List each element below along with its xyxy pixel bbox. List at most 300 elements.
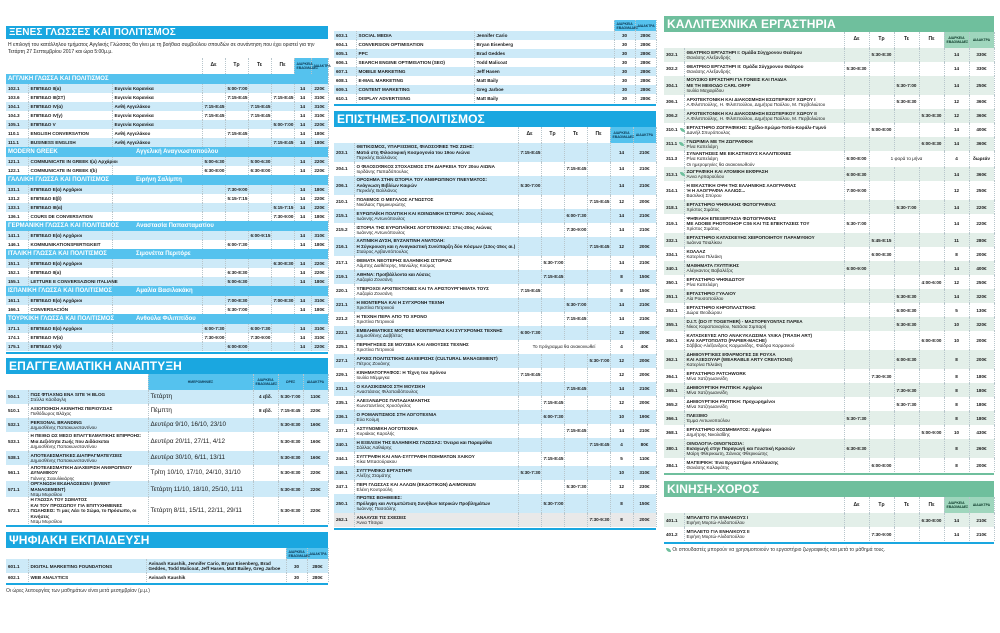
course-row[interactable]	[6, 481, 328, 497]
time-thu	[919, 214, 944, 233]
course-row[interactable]	[6, 111, 328, 120]
course-code: 166.1	[6, 305, 28, 314]
course-row[interactable]	[664, 369, 994, 383]
course-row[interactable]	[334, 162, 656, 176]
course-row[interactable]	[334, 143, 656, 162]
time-wed: 7:15-8:45	[564, 382, 587, 396]
course-row[interactable]	[334, 312, 656, 326]
course-fee: 260€	[969, 439, 994, 458]
course-title-cell	[684, 247, 844, 261]
course-row[interactable]	[334, 31, 656, 40]
course-row[interactable]	[334, 438, 656, 452]
course-title: ΕΠΙΠΕΔΟ ΙΙ(α)	[28, 84, 112, 93]
course-weeks	[253, 418, 278, 432]
course-code: 602.1	[6, 573, 28, 582]
time-wed	[894, 62, 919, 76]
time-mon	[518, 256, 541, 270]
col-fee: ΔΙΔΑΚΤΡΑ	[969, 32, 994, 48]
time-mon	[844, 233, 869, 247]
course-row[interactable]	[334, 466, 656, 480]
course-fee: 280€	[635, 31, 656, 40]
course-teacher: Δημήτρης Νικολαΐδης	[686, 432, 731, 438]
time-wed: 5:30-7:00	[894, 76, 919, 95]
time-tue	[541, 368, 564, 382]
course-teacher: Α.Φιλιππούλης, Η. Φιλιππούλου, Δημήτρα Παύλου, Μ. Περβολιώτου	[686, 116, 826, 121]
time-thu	[271, 342, 294, 351]
time-mon	[844, 109, 869, 123]
column-left	[6, 0, 331, 595]
column-right	[664, 0, 994, 553]
course-row[interactable]	[6, 194, 328, 203]
course-title-cell	[28, 465, 148, 481]
time-wed: 7:15-8:45	[248, 102, 271, 111]
course-teacher: Jeff Hasen	[474, 67, 614, 76]
course-title: PERSONAL BRANDING	[30, 419, 82, 425]
course-row[interactable]	[334, 237, 656, 256]
course-row[interactable]	[6, 390, 328, 404]
time-thu	[271, 333, 294, 342]
course-weeks: 30	[614, 94, 635, 103]
schedule-note: 1 φορά το μήνα	[869, 151, 944, 167]
course-row[interactable]	[6, 573, 328, 582]
time-wed	[894, 369, 919, 383]
time-tue: 6:00-7:30	[225, 240, 248, 249]
course-row[interactable]	[6, 93, 328, 102]
time-mon	[844, 137, 869, 151]
course-title: ΑΣΤΥΝΟΜΙΚΗ ΛΟΓΟΤΕΧΝΙΑ	[356, 425, 418, 431]
course-code-cell	[664, 350, 684, 369]
course-weeks: 8	[610, 270, 633, 284]
course-row[interactable]	[6, 231, 328, 240]
course-weeks: 10	[944, 317, 969, 331]
course-row[interactable]	[6, 240, 328, 249]
time-wed	[564, 195, 587, 209]
course-fee: δωρεάν	[969, 151, 994, 167]
course-fee: 210€	[969, 513, 994, 527]
course-row[interactable]	[6, 404, 328, 418]
course-fee: 220€	[311, 268, 328, 277]
course-row[interactable]	[664, 425, 994, 439]
course-teacher: Πυθόδωρος Βλάχος	[30, 411, 72, 416]
course-row[interactable]	[334, 368, 656, 382]
course-weeks: 14	[610, 143, 633, 162]
course-title: ΚΑΤΑΣΚΕΥΕΣ ΑΠΟ ΑΝΑΚΥΚΛΩΣΙΜΑ ΥΛΙΚΑ (TRASH ART)	[686, 332, 813, 338]
course-row[interactable]	[334, 270, 656, 284]
course-title: ΖΩΓΡΑΦΙΚΗ ΚΑΙ ΑΤΟΜΙΚΗ ΕΚΦΡΑΣΗ	[686, 168, 768, 174]
course-row[interactable]	[6, 120, 328, 129]
course-title-cell	[354, 256, 518, 270]
course-row[interactable]	[334, 513, 656, 527]
course-weeks: 12	[610, 326, 633, 340]
course-code: 131.1	[6, 185, 28, 194]
col-wed: Τε	[248, 58, 271, 74]
col-thu: Πε	[587, 127, 610, 143]
time-thu	[271, 324, 294, 333]
course-code-cell	[334, 480, 354, 494]
course-weeks: 8	[944, 369, 969, 383]
course-title: E-MAIL MARKETING	[356, 76, 474, 85]
course-row[interactable]	[334, 410, 656, 424]
group-header	[6, 314, 328, 324]
course-title-cell	[684, 214, 844, 233]
course-row[interactable]	[664, 317, 994, 331]
section-title-sciences: ΕΠΙΣΤΗΜΕΣ-ΠΟΛΙΤΙΣΜΟΣ	[334, 111, 656, 127]
course-row[interactable]	[6, 185, 328, 194]
course-title: ΑΠΟΤΕΛΕΣΜΑΤΙΚΗ ΔΙΑΧΕΙΡΙΣΗ ΑΝΘΡΩΠΙΝΟΥ ΔΥΝΑΜΙΚΟΥ	[30, 465, 133, 476]
time-thu: 7:30-9:00	[271, 212, 294, 221]
course-row[interactable]	[334, 396, 656, 410]
schedule-note: Το πρόγραμμα θα ανακοινωθεί	[518, 340, 610, 354]
course-teacher: Ανθή Αγγελάκου	[112, 138, 202, 147]
time-tue	[869, 350, 894, 369]
course-row[interactable]	[334, 40, 656, 49]
course-row[interactable]	[664, 289, 994, 303]
course-row[interactable]	[6, 324, 328, 333]
course-title: ΔΗΜΙΟΥΡΓΙΚΗ ΡΑΠΤΙΚΗ: Προχωρημένοι	[686, 398, 776, 404]
course-title-cell	[354, 368, 518, 382]
course-row[interactable]	[6, 129, 328, 138]
time-thu	[271, 84, 294, 93]
course-code-cell	[334, 312, 354, 326]
course-title-cell	[28, 418, 148, 432]
digital-table-continued	[334, 20, 657, 103]
course-row[interactable]	[6, 212, 328, 221]
course-weeks: 14	[294, 268, 311, 277]
course-row[interactable]	[6, 84, 328, 93]
course-row[interactable]	[334, 94, 656, 103]
course-row[interactable]	[6, 259, 328, 268]
course-code: 152.1	[6, 268, 28, 277]
course-row[interactable]	[6, 203, 328, 212]
course-title: ΕΡΓΑΣΤΗΡΙΟ PATCHWORK	[686, 370, 746, 376]
course-row[interactable]	[664, 123, 994, 137]
course-code: 608.1	[334, 76, 356, 85]
time-wed	[564, 452, 587, 466]
time-wed: 5:30-7:30	[894, 397, 919, 411]
time-tue	[869, 200, 894, 214]
time-wed	[564, 176, 587, 195]
course-row[interactable]	[334, 176, 656, 195]
course-code: 102.1	[6, 84, 28, 93]
course-fee: 210€	[633, 176, 656, 195]
time-thu	[271, 157, 294, 166]
course-row[interactable]	[664, 167, 994, 181]
course-row[interactable]	[6, 465, 328, 481]
time-mon	[518, 237, 541, 256]
course-dates: Δευτέρα 30/10, 6/11, 13/11	[148, 451, 253, 465]
course-row[interactable]	[664, 109, 994, 123]
course-weeks: 14	[294, 129, 311, 138]
course-row[interactable]	[6, 268, 328, 277]
course-dates: Δευτέρα 20/11, 27/11, 4/12	[148, 432, 253, 451]
course-code: 236.1	[336, 414, 348, 420]
course-row[interactable]	[334, 256, 656, 270]
course-teacher: Λαζαρία Ζουσάνη	[356, 277, 393, 282]
course-row[interactable]	[664, 200, 994, 214]
time-thu	[587, 270, 610, 284]
course-teacher	[112, 157, 202, 166]
course-code: 174.1	[6, 333, 28, 342]
time-tue: 5:45-8:15	[869, 233, 894, 247]
course-title: ΔΗΜΙΟΥΡΓΙΚΗ ΡΑΠΤΙΚΗ: Αρχάριοι	[686, 384, 763, 390]
course-row[interactable]	[664, 62, 994, 76]
course-title: ΠΩΣ ΦΤΙΑΧΝΩ ΕΝΑ SITE Ή BLOG	[30, 391, 106, 397]
course-subtitle: Εισαγωγή στην Παραγωγή και Γευστική Κρασιών	[686, 446, 795, 452]
course-row[interactable]	[6, 451, 328, 465]
course-row[interactable]	[664, 261, 994, 275]
course-row[interactable]	[334, 340, 656, 354]
time-mon	[518, 354, 541, 368]
course-row[interactable]	[334, 49, 656, 58]
time-thu	[919, 200, 944, 214]
course-title: ΜΑΓΕΙΡΙΚΗ: Ένα Εργαστήριο Απόλαυσης	[686, 459, 779, 465]
course-teacher: Άννα Αρπαρούλου	[686, 174, 725, 180]
course-title-cell	[684, 513, 844, 527]
course-code: 104.1	[6, 102, 28, 111]
course-code: 606.1	[334, 58, 356, 67]
course-title: ΕΠΙΠΕΔΟ ΙV(α)	[28, 333, 112, 342]
course-weeks: 14	[944, 76, 969, 95]
course-fee: 180€	[311, 185, 328, 194]
course-row[interactable]	[664, 411, 994, 425]
course-title: ΕΡΓΑΣΤΗΡΙΟ ΚΗΡΟΠΛΑΣΤΙΚΗΣ	[686, 304, 756, 310]
time-mon	[844, 200, 869, 214]
course-title: ΚΙΝΗΜΑΤΟΓΡΑΦΟΣ: Η Τέχνη του Χρόνου	[356, 369, 447, 375]
course-code: 161.1	[6, 296, 28, 305]
course-title-cell	[354, 209, 518, 223]
col-weeks: ΔΙΑΡΚΕΙΑ ΕΒΔΟΜΑΔΕΣ	[944, 497, 969, 513]
course-row[interactable]	[664, 527, 994, 541]
time-mon	[518, 494, 541, 513]
course-code-cell	[334, 298, 354, 312]
time-thu	[587, 424, 610, 438]
course-row[interactable]	[664, 151, 994, 167]
course-row[interactable]	[6, 138, 328, 147]
course-title: ΕΠΙΠΕΔΟ V(α)	[28, 342, 112, 351]
course-fee: 200€	[633, 396, 656, 410]
group-teacher: Ειρήνη Σαλίμπη	[136, 177, 182, 183]
course-row[interactable]	[6, 342, 328, 351]
time-wed: 6:00-7:30	[564, 209, 587, 223]
course-weeks: 14	[294, 84, 311, 93]
course-row[interactable]	[664, 458, 994, 472]
course-row[interactable]	[6, 333, 328, 342]
course-fee: 210€	[969, 527, 994, 541]
course-row[interactable]	[334, 494, 656, 513]
course-weeks: 14	[944, 167, 969, 181]
time-thu	[587, 312, 610, 326]
course-row[interactable]	[6, 497, 328, 524]
group-teacher: Αγγελική Αναγνωστοπούλου	[136, 149, 219, 155]
time-mon	[518, 223, 541, 237]
time-wed: 7:30-9:00	[248, 333, 271, 342]
course-row[interactable]	[664, 247, 994, 261]
course-weeks: 30	[286, 573, 307, 582]
col-weeks: ΔΙΑΡΚΕΙΑ ΕΒΔΟΜΑΔΕΣ	[610, 127, 633, 143]
time-wed: 6:00-7:30	[248, 324, 271, 333]
course-row[interactable]	[664, 439, 994, 458]
course-title-cell	[684, 303, 844, 317]
time-tue	[225, 333, 248, 342]
course-title-cell	[684, 109, 844, 123]
course-teacher: Δημοσθένης Παπακωνσταντίνου	[30, 458, 97, 463]
time-thu	[587, 368, 610, 382]
time-mon: 5:30-7:30	[518, 466, 541, 480]
course-weeks: 14	[294, 120, 311, 129]
course-title-cell	[684, 397, 844, 411]
course-row[interactable]	[664, 513, 994, 527]
course-fee: 220€	[303, 404, 328, 418]
group-title: ΤΟΥΡΚΙΚΗ ΓΛΩΣΣΑ ΚΑΙ ΠΟΛΙΤΙΣΜΟΣ	[8, 316, 115, 322]
course-row[interactable]	[334, 76, 656, 85]
course-row[interactable]	[664, 275, 994, 289]
time-mon	[202, 231, 225, 240]
course-row[interactable]	[334, 209, 656, 223]
course-title: ΥΠΕΡΟΧΟΙ ΑΡΧΙΤΕΚΤΟΝΕΣ ΚΑΙ ΤΑ ΑΡΙΣΤΟΥΡΓΗΜΑΤΑ ΤΟΥΣ	[356, 285, 489, 291]
course-row[interactable]	[664, 137, 994, 151]
course-row[interactable]	[334, 298, 656, 312]
course-fee: 400€	[969, 123, 994, 137]
col-mon: Δε	[202, 58, 225, 74]
course-row[interactable]	[6, 102, 328, 111]
course-fee: 330€	[969, 62, 994, 76]
time-wed	[894, 513, 919, 527]
course-row[interactable]	[334, 382, 656, 396]
time-mon: 5:00-6:30	[202, 157, 225, 166]
time-wed	[248, 296, 271, 305]
col-fee: ΔΙΔΑΚΤΡΑ	[311, 58, 328, 74]
course-weeks: 14	[944, 513, 969, 527]
time-tue	[541, 438, 564, 452]
course-row[interactable]	[664, 181, 994, 200]
course-weeks: 14	[944, 289, 969, 303]
course-row[interactable]	[664, 214, 994, 233]
course-teacher: Κωνσταντίνος Χρυσόγελος	[356, 403, 412, 408]
course-row[interactable]	[6, 432, 328, 451]
time-mon	[844, 527, 869, 541]
course-hours: 5:30-8:30	[278, 481, 303, 497]
course-code: 504.1	[6, 390, 28, 404]
course-code-cell	[334, 209, 354, 223]
time-tue	[869, 275, 894, 289]
time-thu: 6:30-8:00	[919, 513, 944, 527]
course-row[interactable]	[334, 58, 656, 67]
course-title: SOCIAL MEDIA	[356, 31, 474, 40]
course-code-cell	[664, 181, 684, 200]
course-code: 401.2	[666, 531, 678, 537]
course-title: ENGLISH CONVERSATION	[28, 129, 112, 138]
course-teacher: Δημοσθένης Παπακωνσταντίνου	[30, 444, 97, 450]
time-mon	[844, 303, 869, 317]
time-tue: 7:00-8:30	[225, 296, 248, 305]
course-title-cell	[28, 497, 148, 524]
course-title: ΕΠΙΠΕΔΟ Ε(α) Αρχάριοι	[28, 185, 112, 194]
course-code-cell	[664, 289, 684, 303]
course-row[interactable]	[664, 303, 994, 317]
col-tue: Τρ	[869, 32, 894, 48]
time-mon	[202, 129, 225, 138]
course-row[interactable]	[334, 195, 656, 209]
time-mon: 5:30-7:00	[844, 214, 869, 233]
course-row[interactable]	[334, 67, 656, 76]
course-fee: 210€	[633, 209, 656, 223]
time-mon	[518, 480, 541, 494]
time-thu	[919, 95, 944, 109]
course-row[interactable]	[664, 397, 994, 411]
course-teacher: Χρίστος Σιμάτος	[686, 226, 720, 232]
course-code-cell	[664, 48, 684, 62]
course-row[interactable]	[6, 305, 328, 314]
course-row[interactable]	[664, 383, 994, 397]
course-row[interactable]	[664, 48, 994, 62]
course-row[interactable]	[334, 223, 656, 237]
course-code-cell	[664, 458, 684, 472]
course-fee: 210€	[633, 312, 656, 326]
course-fee: 220€	[303, 465, 328, 481]
group-header	[6, 74, 328, 84]
course-title: ΕΠΙΠΕΔΟ V	[28, 120, 112, 129]
course-code: 572.1	[6, 497, 28, 524]
course-row[interactable]	[334, 85, 656, 94]
time-thu	[919, 48, 944, 62]
course-teacher: Ρίνα Καπελάρη	[686, 156, 718, 162]
course-code: 340.1	[666, 265, 678, 271]
course-row[interactable]	[6, 277, 328, 286]
course-row[interactable]	[6, 157, 328, 166]
time-tue	[541, 143, 564, 162]
course-row[interactable]	[664, 331, 994, 350]
course-weeks: 8	[610, 284, 633, 298]
course-row[interactable]	[664, 95, 994, 109]
course-weeks: 4	[610, 340, 633, 354]
course-dates: Τρίτη 10/10, 17/10, 24/10, 31/10	[148, 465, 253, 481]
course-title: ΑΡΧΙΤΕΚΤΟΝΙΚΗ ΚΑΙ ΔΙΑΚΟΣΜΗΣΗ ΕΣΩΤΕΡΙΚΟΥ ΧΩΡΟΥ ΙΙ	[686, 110, 817, 116]
course-teacher: Δημοσθένης Παπακωνσταντίνου	[30, 425, 97, 430]
time-mon	[202, 203, 225, 212]
course-title: ΟΙΝΟΛΟΓΙΑ-ΟΙΝΟΓΝΩΣΙΑ:	[686, 440, 744, 446]
course-row[interactable]	[6, 166, 328, 175]
course-row[interactable]	[6, 418, 328, 432]
course-code-cell	[664, 303, 684, 317]
course-row[interactable]	[6, 559, 328, 573]
course-fee: 200€	[969, 350, 994, 369]
col-dates: ΗΜΕΡΟΜΗΝΙΕΣ	[148, 374, 253, 390]
course-row[interactable]	[334, 284, 656, 298]
course-row[interactable]	[334, 424, 656, 438]
course-title-cell	[684, 261, 844, 275]
time-tue	[225, 166, 248, 175]
course-row[interactable]	[334, 480, 656, 494]
course-row[interactable]	[334, 354, 656, 368]
course-row[interactable]	[664, 350, 994, 369]
course-weeks: 14	[294, 305, 311, 314]
course-row[interactable]	[6, 296, 328, 305]
time-wed	[564, 284, 587, 298]
course-teacher: Ιωάννης Αντωνόπουλος	[356, 216, 405, 221]
course-row[interactable]	[664, 76, 994, 95]
course-title: ΘΕΑΤΡΙΚΟ ΕΡΓΑΣΤΗΡΙ ΙΙ: Ομάδα Σύγχρονου Θεάτρου	[686, 63, 804, 69]
course-teacher	[112, 203, 202, 212]
course-fee: 230€	[633, 480, 656, 494]
course-code-cell	[664, 275, 684, 289]
time-thu	[271, 166, 294, 175]
course-row[interactable]	[334, 452, 656, 466]
time-mon	[518, 270, 541, 284]
course-row[interactable]	[664, 233, 994, 247]
course-row[interactable]	[334, 326, 656, 340]
course-hours: 5:30-7:00	[278, 390, 303, 404]
course-code: 175.1	[6, 342, 28, 351]
